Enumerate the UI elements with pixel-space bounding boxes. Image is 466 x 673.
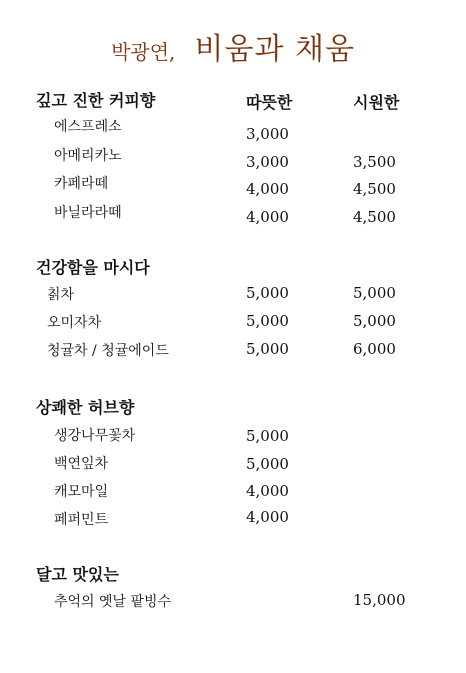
menu-item-cafe-latte: 카페라떼 <box>54 176 109 192</box>
section-heading-herbal: 상쾌한 허브향 <box>36 398 135 417</box>
menu-item-patbingsu: 추억의 옛날 팥빙수 <box>54 594 172 610</box>
price-cold-green-tangerine: 6,000 <box>353 340 396 358</box>
price-hot-americano: 3,000 <box>246 153 289 171</box>
price-hot-vanilla-latte: 4,000 <box>246 208 289 226</box>
column-header-cold: 시원한 <box>353 93 400 112</box>
price-cold-chik-tea: 5,000 <box>353 284 396 302</box>
menu-item-omija-tea: 오미자차 <box>47 315 102 331</box>
price-cold-americano: 3,500 <box>353 153 396 171</box>
menu-item-peppermint: 페퍼민트 <box>54 512 109 528</box>
menu-item-vanilla-latte: 바닐라라떼 <box>54 205 122 221</box>
section-heading-health: 건강함을 마시다 <box>36 258 150 277</box>
column-header-hot: 따뜻한 <box>246 93 293 112</box>
price-cold-vanilla-latte: 4,500 <box>353 208 396 226</box>
price-hot-chik-tea: 5,000 <box>246 284 289 302</box>
owner-name: 박광연 <box>111 40 170 64</box>
price-hot-chamomile: 4,000 <box>246 482 289 500</box>
menu-item-espresso: 에스프레소 <box>54 119 122 135</box>
price-cold-omija-tea: 5,000 <box>353 312 396 330</box>
price-cold-patbingsu: 15,000 <box>353 591 406 609</box>
price-hot-lotus-leaf-tea: 5,000 <box>246 455 289 473</box>
price-hot-peppermint: 4,000 <box>246 508 289 526</box>
price-hot-ginger-flower-tea: 5,000 <box>246 427 289 445</box>
section-heading-coffee: 깊고 진한 커피향 <box>36 91 156 110</box>
title-separator: , <box>169 40 176 64</box>
menu-item-americano: 아메리카노 <box>54 148 122 164</box>
menu-item-chik-tea: 칡차 <box>47 287 75 303</box>
menu-item-ginger-flower-tea: 생강나무꽃차 <box>54 428 136 444</box>
menu-item-chamomile: 캐모마일 <box>54 484 109 500</box>
price-hot-cafe-latte: 4,000 <box>246 180 289 198</box>
menu-title <box>0 24 466 68</box>
price-hot-omija-tea: 5,000 <box>246 312 289 330</box>
menu-item-green-tangerine: 청귤차 / 청귤에이드 <box>47 343 169 359</box>
price-hot-espresso: 3,000 <box>246 125 289 143</box>
price-cold-cafe-latte: 4,500 <box>353 180 396 198</box>
price-hot-green-tangerine: 5,000 <box>246 340 289 358</box>
shop-name: 비움과 채움 <box>194 32 355 67</box>
section-heading-sweet: 달고 맛있는 <box>36 565 119 584</box>
menu-item-lotus-leaf-tea: 백연잎차 <box>54 456 109 472</box>
